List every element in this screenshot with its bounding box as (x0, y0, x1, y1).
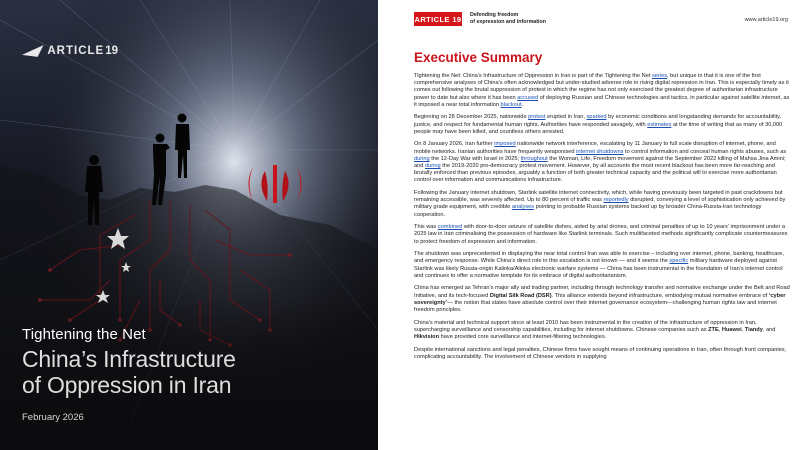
inline-link[interactable]: specific (669, 258, 689, 265)
inline-link[interactable]: combined (437, 224, 463, 231)
text-run: , (718, 326, 722, 333)
cover-title (22, 346, 362, 398)
header-url[interactable]: www.article19.org (744, 17, 788, 23)
section-title: Executive Summary (414, 50, 543, 65)
tagline-line-1: Defending freedom (470, 12, 519, 18)
paragraph (414, 224, 790, 246)
text-run: . This alliance extends beyond infrastructure, embodying mutual normative embrace of (551, 292, 769, 299)
paragraph (414, 251, 790, 280)
inline-link[interactable]: throughout (520, 155, 548, 162)
inline-link[interactable]: sparked (586, 114, 607, 121)
text-run: the Woman, Life, Freedom movement against the September 2022 killing of Mahsa Jina Amini; and (414, 155, 786, 170)
bold-term: Huawei (721, 326, 742, 333)
text-run: Beginning on 28 December 2025, nationwide (414, 114, 529, 121)
inline-link[interactable]: imposed (494, 141, 516, 148)
header-tagline (470, 12, 590, 25)
inline-link[interactable]: series (651, 73, 668, 79)
text-run: , and (762, 326, 776, 333)
report-page (402, 0, 800, 450)
text-run: at the time of writing that as many of 30,000 people may have been killed, and countless others arrested. (414, 121, 783, 135)
logo-number: 19 (105, 45, 118, 57)
text-run: Following the January internet shutdown, Starlink satellite internet connectivity, which, while having previously been targeted in past crackdowns but remaining accessible, was severely affected. Up to 80 percent of traffic was (414, 190, 783, 204)
inline-link[interactable]: protest (528, 114, 546, 121)
inline-link[interactable]: reportedly (603, 197, 629, 204)
text-run: Tightening the Net: China’s Infrastructure of Oppression in Iran is part of the Tightening the Net (414, 73, 652, 79)
text-run: have provided core surveillance and internet-filtering technologies. (439, 334, 607, 341)
paragraph (414, 141, 790, 184)
text-run: disrupted, conveying a level of sophistication only achieved by military grade equipment, with credible (414, 197, 786, 211)
text-run: Despite international sanctions and legal penalties, Chinese firms have sought means of continuing operations in Iran, often through front companies, complicating accountability. The involvement of Chinese vendors in supplying (414, 346, 787, 360)
text-run: The shutdown was unprecedented in displaying the near total control Iran was able to exercise – including over internet, phone, banking, healthcare, and emergency response. While China’s direct role in this escalation is not known — and it seems the (414, 251, 785, 265)
text-run: with door-to-door seizure of satellite dishes, aided by arial drones, and criminal penalties of up to 10 years’ imprisonment under a 2025 law in Iran criminalising the possession of hardware like Starlink terminals. Such multifaceted methods significantly complicate countermeasures to protect freedom of expression and information. (414, 224, 788, 245)
text-run: military hardware deployed against Starlink was likely Russia-origin Kalinka/Alinka electronic warfare systems — China has been instrumental in the foundation of Iran’s internet control and continues to offer a normative template for its embrace of digital authoritarianism. (414, 258, 783, 279)
bold-term: Tiandy (744, 326, 763, 333)
bold-term: Hikvision (414, 334, 440, 341)
logo-arrow-icon (22, 43, 47, 59)
inline-link[interactable]: estimates (647, 121, 672, 128)
text-run: to control information and conceal human rights abuses, such as (623, 148, 787, 155)
cover-date: February 2026 (22, 412, 84, 423)
text-run: — the notion that states have absolute control over their internet governance ecosystem—challenging human rights law and internet freedom principles. (414, 299, 777, 314)
report-cover (0, 0, 378, 450)
text-run: This was (414, 224, 438, 231)
paragraph (414, 320, 790, 342)
inline-link[interactable]: accused (517, 94, 539, 101)
text-run: China has emerged as Tehran’s major ally and trading partner, including through technology transfer and normative exchange under the Belt and Road Initiative, and its tech-focused (414, 285, 790, 299)
inline-link[interactable]: during (414, 155, 430, 162)
text-run: the 2019-2020 pro-democracy protest movement. However, by all accounts the most recent blackout has been more far-reaching and brutally enforced than previous episodes, arguably a function of both greater technical capacity and the political will to exercise more authoritarian control over information and communications infrastructure. (414, 163, 777, 184)
cover-kicker: Tightening the Net (22, 326, 146, 343)
inline-link[interactable]: during (424, 163, 441, 170)
text-run: , (741, 326, 745, 333)
inline-link[interactable]: internet shutdowns (576, 148, 624, 155)
inline-link[interactable]: blackout (500, 101, 522, 108)
paragraph (414, 285, 790, 314)
text-run: the 12-Day War with Israel in 2025; (429, 155, 521, 162)
paragraph (414, 114, 790, 136)
summary-body (414, 73, 790, 366)
paragraph (414, 190, 790, 219)
text-run: On 8 January 2026, Iran further (414, 141, 495, 148)
header-logo: ARTICLE 19 (414, 12, 462, 26)
text-run: of deploying Russian and Chinese technologies and tactics, in particular against satellite internet, as it imposed a near total information (414, 94, 790, 108)
text-run: pointing to probable Russian systems backed up by broader China-Russia-Iran technology cooperation. (414, 204, 762, 218)
bold-term: ‘cyber sovereignty’ (414, 292, 786, 306)
text-run: . (521, 101, 524, 108)
cover-title-line-1: China’s Infrastructure (22, 346, 236, 372)
paragraph (414, 73, 790, 109)
logo-word: ARTICLE (47, 45, 105, 57)
text-run: erupted in Iran, (545, 114, 587, 121)
inline-link[interactable]: analyses (511, 204, 535, 211)
paragraph (414, 347, 790, 361)
tagline-line-2: of expression and information (470, 18, 546, 25)
bold-term: ZTE (708, 326, 719, 333)
text-run: China’s material and technical support since at least 2010 has been instrumental in the creation of the infrastructure of oppression in Iran, supercharging surveillance and censorship capabilities, including for internet shutdowns. Chinese companies such as (414, 319, 757, 333)
text-run: , but unique in that it is one of the first comprehensive analyses of China’s often acknowledged but under-studied adverse role in rising digital repression in Iran. This is especially timely as it comes out following the brutal suppression of protest in which the regime has not only exercised the greatest degree of authoritarian infrastructure power to date but also where it has been (414, 73, 789, 101)
cover-title-line-2: of Oppression in Iran (22, 372, 232, 398)
text-run: nationwide network interference, escalating by 11 January to full scale disruption of internet, phone, and mobile networks. Iranian authorities have frequently weaponised (414, 141, 776, 155)
page-gutter (378, 0, 402, 450)
article19-logo (22, 40, 118, 62)
bold-term: Digital Silk Road (DSR) (489, 292, 552, 299)
page-header (414, 12, 790, 32)
text-run: by economic conditions and longstanding demands for accountability, justice, and respect for fundamental human rights. Authorities have responded savagely, with (414, 114, 782, 128)
